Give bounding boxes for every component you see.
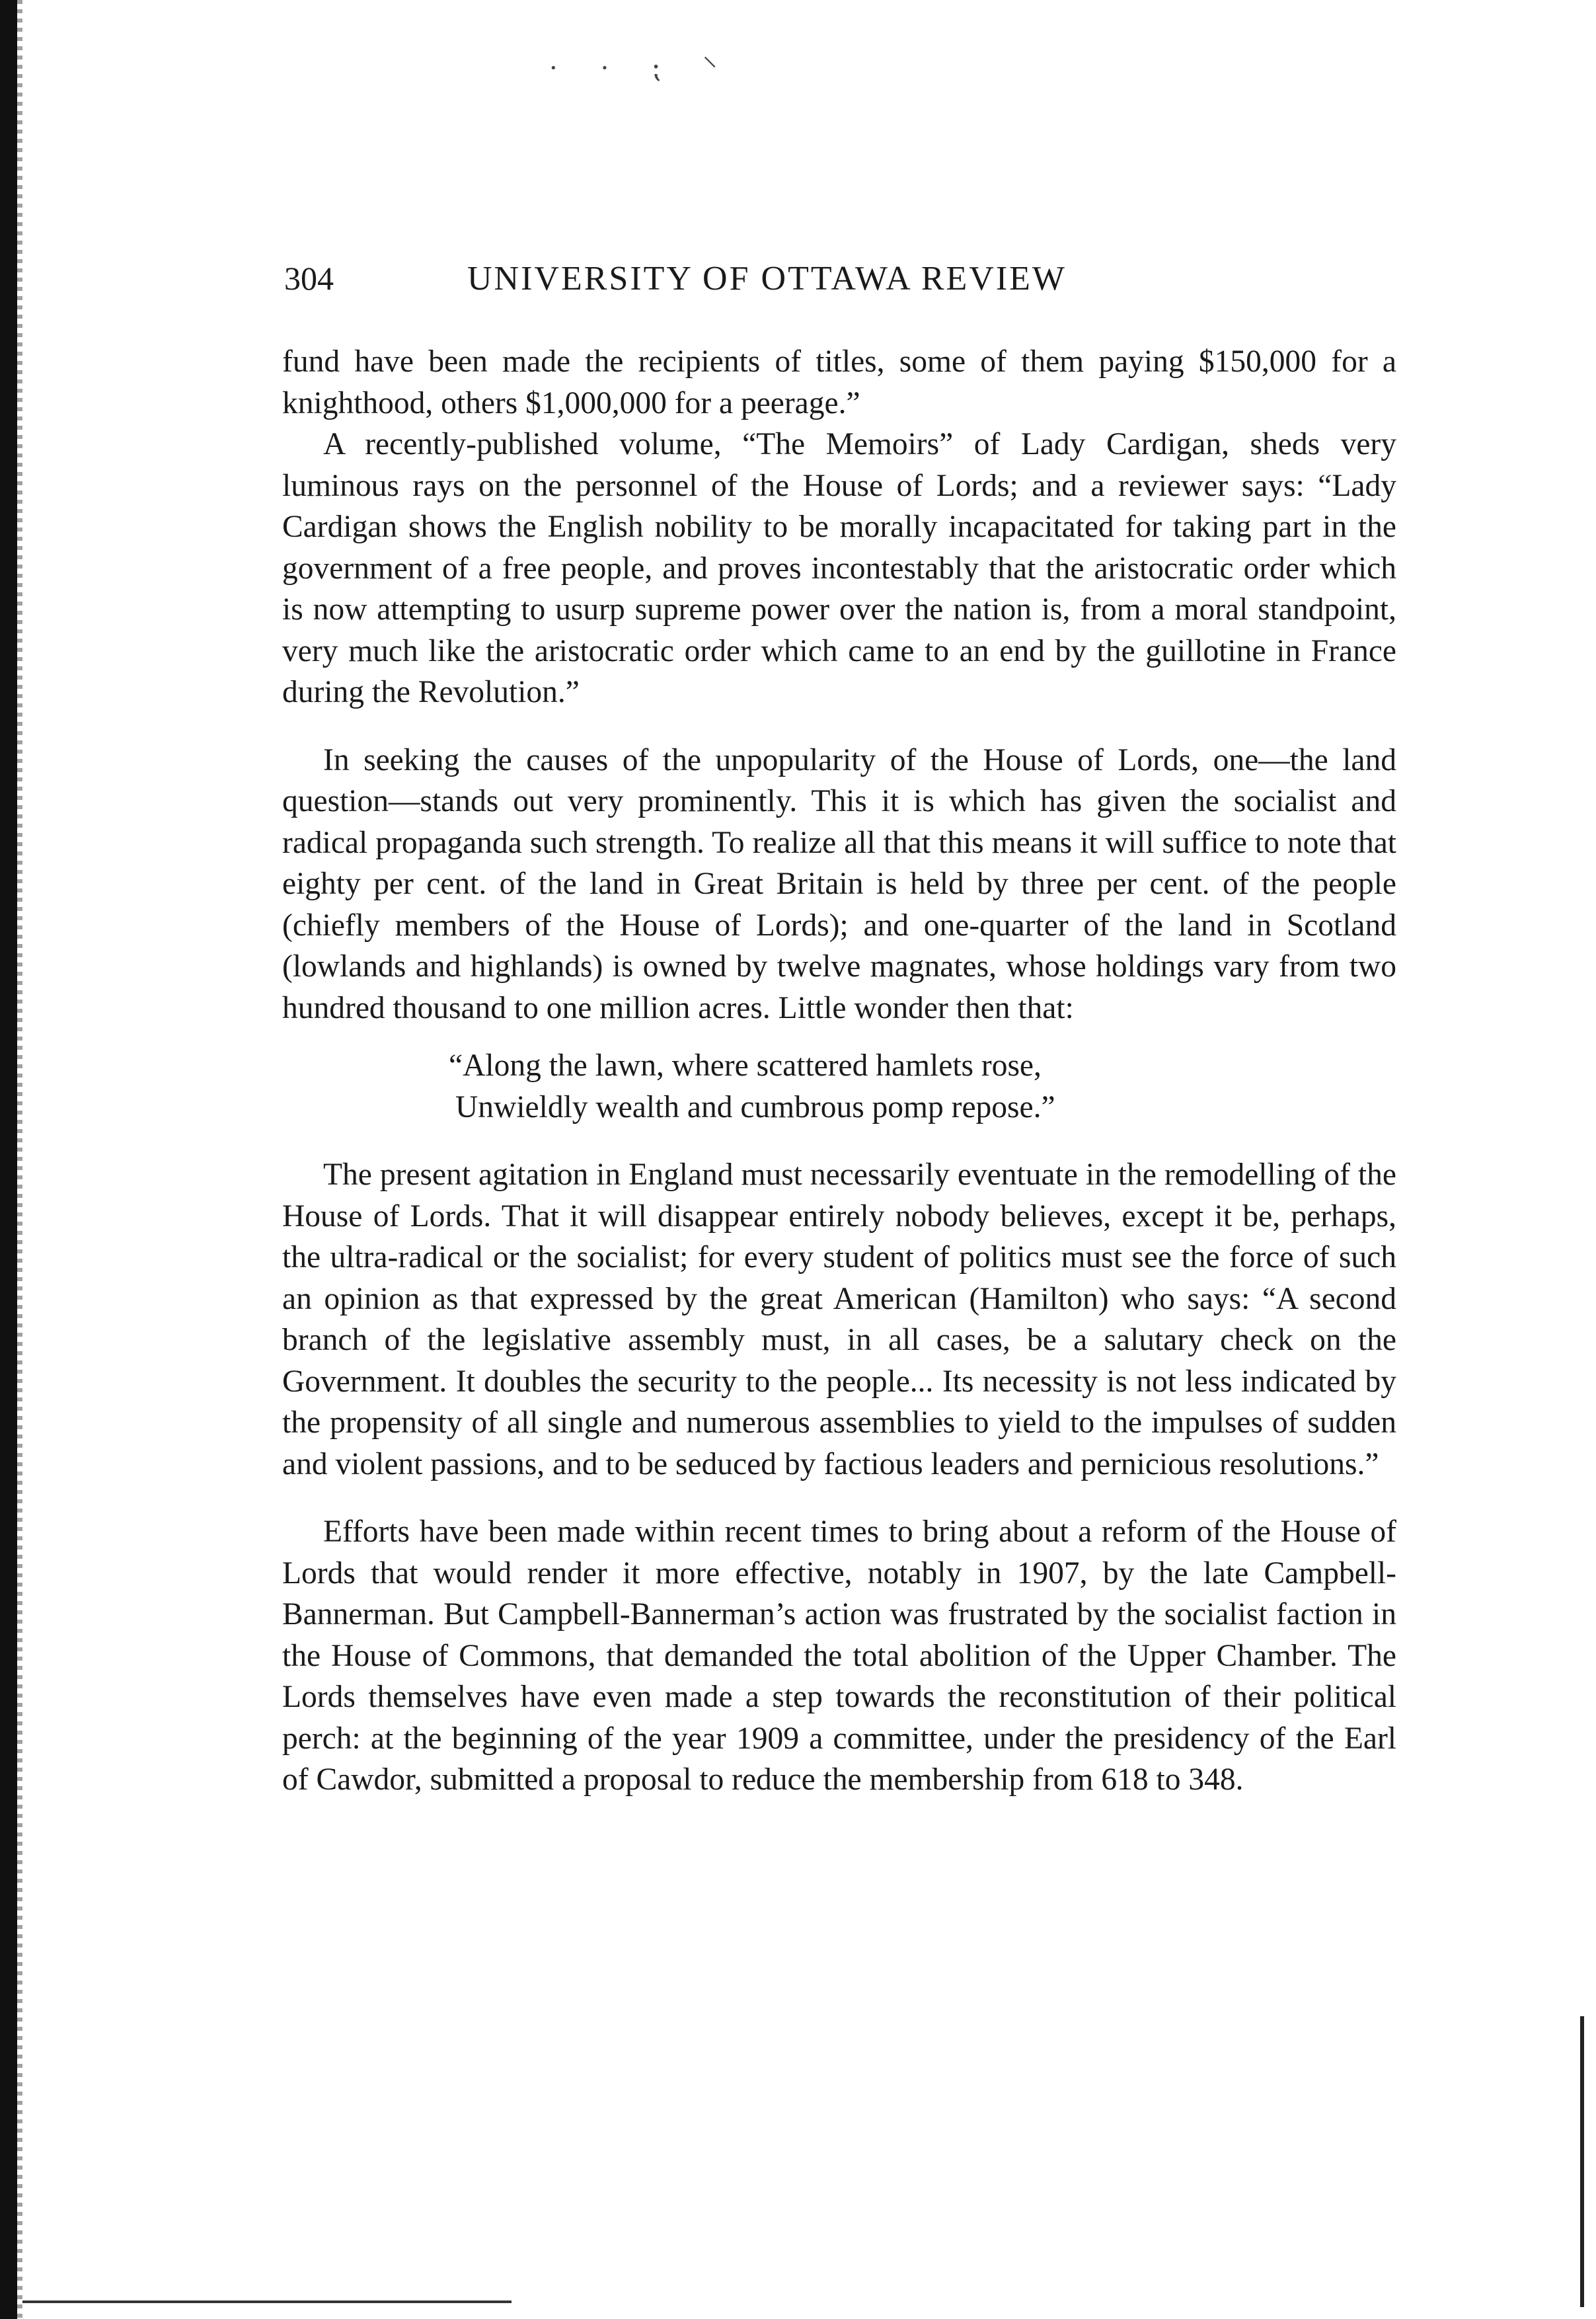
page-binding-shadow <box>17 0 22 2319</box>
paragraph-continuation: fund have been made the recipients of titles, some of them paying $150,000 for a knighthood, others $1,000,000 for a peerage.” <box>282 344 1396 420</box>
paragraph-land-question: In seeking the causes of the unpopularity of the House of Lords, one—the land question—stands out very prominently. This it is which has given the socialist and radical propaganda such strength. To realize all that this means it will suffice to note that eighty per cent. of the land in Great Britain is held by three per cent. of the people (chiefly members of the House of Lords); and one-quarter of the land in Scotland (lowlands and highlands) is owned by twelve magnates, whose holdings vary from two hundred thousand to one million acres. Little wonder then that: <box>282 742 1396 1025</box>
scan-bottom-mark <box>22 2300 512 2303</box>
page-binding-edge <box>0 0 17 2319</box>
scan-specks: · · ⁏ ⸌ <box>549 52 735 84</box>
paragraph-agitation: The present agitation in England must necessarily eventuate in the remodelling of the House of Lords. That it will disappear entirely nobody believes, except it be, perhaps, the ultra-radical or the socialist; for every student of politics must see the force of such an opinion as that expressed by the great American (Hamilton) who says: “A second branch of the legislative assembly must, in all cases, be a salutary check on the Government. It doubles the security to the people... Its necessity is not less indicated by the propensity of all single and numerous assemblies to yield to the impulses of sudden and violent passions, and to be seduced by factious leaders and pernicious resolutions.” <box>282 1158 1396 1481</box>
verse-line: Unwieldly wealth and cumbrous pomp repose.” <box>455 1089 1055 1124</box>
verse-line: “Along the lawn, where scattered hamlets rose, <box>449 1048 1042 1083</box>
article-body <box>282 341 1396 1801</box>
scan-edge-mark <box>1580 2016 1584 2307</box>
paragraph-reform-efforts: Efforts have been made within recent times to bring about a reform of the House of Lords that would render it more effective, notably in 1907, by the late Campbell-Bannerman. But Campbell-Bannerman’s action was frustrated by the socialist faction in the House of Commons, that demanded the total abolition of the Upper Chamber. The Lords themselves have even made a step towards the reconstitution of their political perch: at the beginning of the year 1909 a committee, under the presidency of the Earl of Cawdor, submitted a proposal to reduce the membership from 618 to 348. <box>282 1514 1396 1797</box>
running-head <box>284 259 1394 312</box>
verse-quotation <box>449 1045 1396 1128</box>
paragraph-memoirs: A recently-published volume, “The Memoirs” of Lady Cardigan, sheds very luminous rays on the personnel of the House of Lords; and a reviewer says: “Lady Cardigan shows the English nobility to be morally incapacitated for taking part in the government of a free people, and proves incontestably that the aristocratic order which is now attempting to usurp supreme power over the nation is, from a moral standpoint, very much like the aristocratic order which came to an end by the guillotine in France during the Revolution.” <box>282 427 1396 709</box>
page-number: 304 <box>284 260 334 297</box>
running-title: UNIVERSITY OF OTTAWA REVIEW <box>467 260 1067 297</box>
